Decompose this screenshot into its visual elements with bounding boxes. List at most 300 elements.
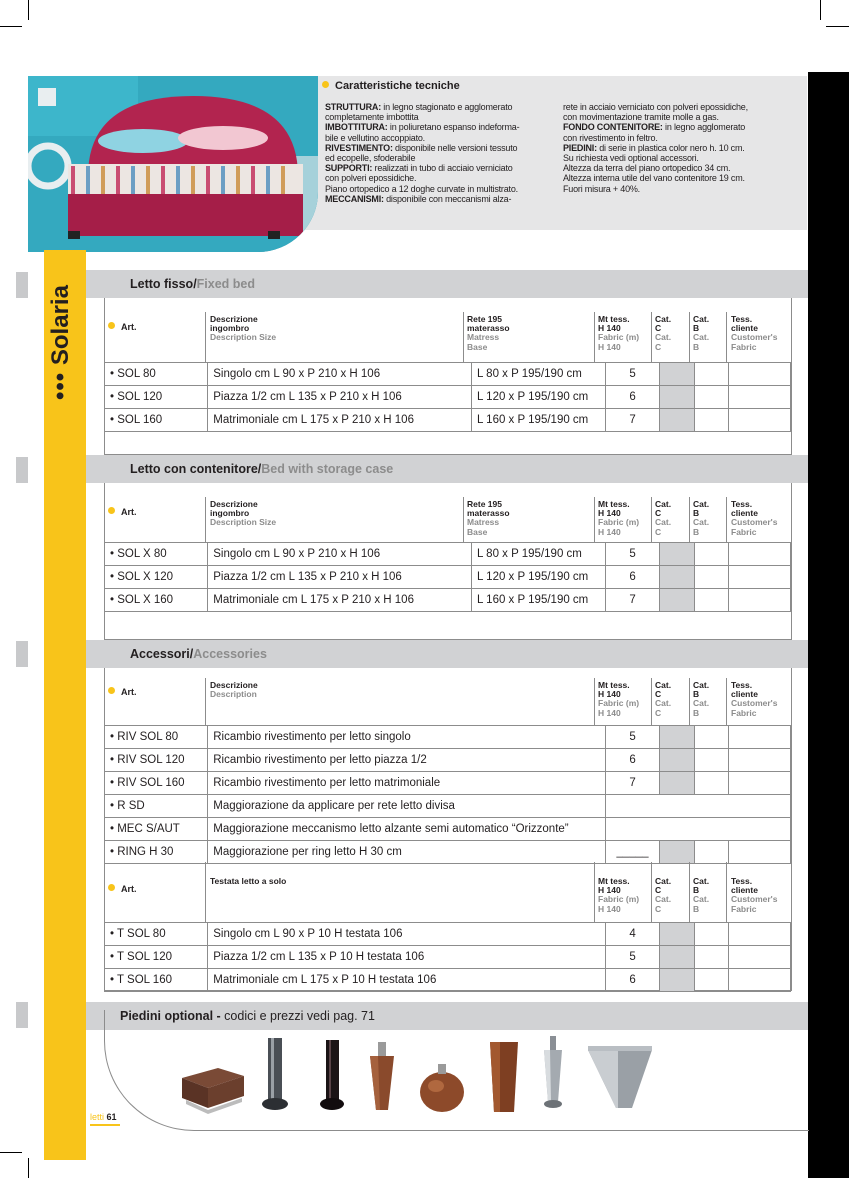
spec-line [563,102,801,112]
col-header-cat-b [693,315,709,352]
catb-label-2: B [693,885,700,896]
catb-label-en-2: B [693,707,700,718]
table-row [105,589,791,612]
col-divider [726,862,727,922]
table-cell: • SOL X 80 [105,543,208,566]
table-cell-empty [694,923,728,946]
mt-label-en: Fabric (m) [598,517,640,528]
col-divider [463,497,464,542]
spec-text: disponibile nelle versioni tessuto [392,142,518,153]
col-divider [726,678,727,725]
col-header-tess [731,500,777,537]
table-cell-empty [728,969,790,992]
col-divider [651,862,652,922]
crop-mark [826,26,849,27]
mt-label-2: H 140 [598,323,621,334]
table-cell: • SOL 80 [105,363,208,386]
table-cell: • SOL 160 [105,409,208,432]
table-row [105,946,791,969]
catb-label-en-2: B [693,526,700,537]
spec-text: ed ecopelle, sfoderabile [325,153,416,164]
bullet-icon [108,322,115,329]
table-cell: L 120 x P 195/190 cm [472,566,606,589]
spec-line [325,143,551,153]
table-cell-empty [660,749,695,772]
spec-label: MECCANISMI: [325,193,384,204]
desc-label-2: ingombro [210,323,250,334]
section-title-en: Fixed bed [196,277,256,291]
mt-label: Mt tess. [598,680,630,690]
table-row [105,386,791,409]
catb-label-2: B [693,508,700,519]
catc-label: Cat. [655,314,672,324]
spec-line [325,133,551,143]
table-cell: 6 [605,386,659,409]
col-header-cat-b [693,500,709,537]
mt-label-en-2: H 140 [598,526,621,537]
table-cell: • SOL X 160 [105,589,208,612]
catb-label-en: Cat. [693,894,710,905]
catb-label: Cat. [693,314,710,324]
section-title-en: Accessories [193,647,267,661]
catc-label-en: Cat. [655,332,672,343]
table-cell-empty [694,946,728,969]
table-cell: • T SOL 160 [105,969,208,992]
col-header-cat-b [693,681,709,718]
table-cell-empty [660,543,695,566]
catb-label-en: Cat. [693,698,710,709]
tess-label-en-2: Fabric [731,526,757,537]
col-header-tess [731,681,777,718]
table-cell: 7 [605,772,659,795]
spec-line [325,153,551,163]
table-cell [605,795,790,818]
accessories-table [104,725,791,864]
spec-label: STRUTTURA: [325,102,381,112]
spec-label: RIVESTIMENTO: [325,142,393,153]
art-label: Art. [121,884,137,894]
col-divider [594,497,595,542]
table-cell-empty [694,363,728,386]
section-title-storage-bed [130,462,393,476]
table-cell: 7 [605,409,659,432]
spec-text: in poliuretano espanso indeforma- [387,122,520,133]
catb-label-en-2: B [693,341,700,352]
table-cell-empty [660,841,695,864]
mt-label: Mt tess. [598,876,630,886]
table-cell-empty [728,409,790,432]
pyramid-foot-icon [588,1046,652,1108]
col-header-art [108,884,137,894]
spec-line [563,122,801,132]
table-cell: • RING H 30 [105,841,208,864]
col-header-mt [598,500,639,537]
table-cell-empty [694,589,728,612]
tess-label: Tess. [731,499,753,509]
tess-label-en-2: Fabric [731,903,757,914]
spec-text: Piano ortopedico a 12 doghe curvate in multistrato. [325,183,518,194]
section-title-accessories [130,647,267,661]
table-cell: _____ [605,841,659,864]
col-header-desc [210,315,276,343]
table-cell-empty [660,409,695,432]
bullet-icon [108,884,115,891]
catc-label-en-2: C [655,526,662,537]
crop-mark [28,1158,29,1178]
col-divider [205,312,206,362]
table-cell-empty [660,923,695,946]
rete-label-en: Matress [467,517,500,528]
spec-line [325,102,551,112]
art-label: Art. [121,687,137,697]
col-header-cat-c [655,681,671,718]
table-cell-empty [694,749,728,772]
rete-label-en-2: Base [467,341,488,352]
mt-label-en-2: H 140 [598,903,621,914]
table-cell-empty [660,589,695,612]
col-header-cat-c [655,315,671,352]
spec-line [325,112,551,122]
spec-line [325,194,551,204]
table-cell-empty [728,543,790,566]
tess-label-2: cliente [731,885,758,896]
col-divider [689,862,690,922]
bed-photo [28,76,318,252]
table-cell-empty [728,589,790,612]
spec-line [563,163,801,173]
table-cell: • RIV SOL 120 [105,749,208,772]
col-header-rete [467,315,510,352]
table-row [105,795,791,818]
table-cell: 6 [605,969,659,992]
desc-label: Descrizione [210,499,258,509]
square-wood-foot-icon [490,1042,518,1112]
page-section: letti [90,1112,105,1122]
art-label: Art. [121,322,137,332]
table-cell: Ricambio rivestimento per letto singolo [208,726,606,749]
spec-text: con rivestimento in feltro. [563,132,658,143]
mt-label-en: Fabric (m) [598,894,640,905]
table-cell-empty [694,726,728,749]
col-divider [463,312,464,362]
spec-label: SUPPORTI: [325,163,373,174]
catc-label-en-2: C [655,903,662,914]
catb-label-en: Cat. [693,517,710,528]
spec-text: con polveri epossidiche. [325,173,417,184]
page-number [90,1112,117,1122]
crop-mark [0,1152,22,1153]
catb-label: Cat. [693,499,710,509]
catb-label: Cat. [693,876,710,886]
feet-title-bold: Piedini optional - [120,1009,225,1023]
table-row [105,566,791,589]
spec-line [563,184,801,194]
table-cell: Ricambio rivestimento per letto matrimoniale [208,772,606,795]
col-divider [205,678,206,725]
desc-label-en: Description Size [210,517,277,528]
table-cell-empty [660,386,695,409]
col-header-tess [731,877,777,914]
spec-text: Su richiesta vedi optional accessori. [563,153,699,164]
collection-title [47,285,75,400]
spec-line [325,184,551,194]
spec-label: IMBOTTITURA: [325,122,388,133]
table-cell-empty [728,923,790,946]
col-header-cat-c [655,500,671,537]
mt-label: Mt tess. [598,314,630,324]
spec-line [563,173,801,183]
mt-label-en-2: H 140 [598,341,621,352]
col-header-tess [731,315,777,352]
table-cell: Ricambio rivestimento per letto piazza 1/2 [208,749,606,772]
mt-label-2: H 140 [598,508,621,519]
spec-text: realizzati in tubo di acciaio verniciato [372,163,513,174]
catc-label-en-2: C [655,707,662,718]
catc-label-en: Cat. [655,894,672,905]
catc-label-2: C [655,885,662,896]
tapered-wood-foot-icon [370,1042,394,1110]
table-cell: 5 [605,726,659,749]
page-edge-bar [808,72,849,1178]
table-cell: L 80 x P 195/190 cm [472,363,606,386]
table-cell-empty [728,386,790,409]
tess-label-2: cliente [731,689,758,700]
table-cell-empty [660,969,695,992]
spec-text: rete in acciaio verniciato con polveri epossidiche, [563,102,748,112]
table-cell-empty [728,772,790,795]
col-divider [726,312,727,362]
col-divider [689,678,690,725]
rete-label: Rete 195 [467,314,502,324]
table-row [105,749,791,772]
table-cell-empty [728,726,790,749]
spec-text: in legno stagionato e agglomerato [381,102,513,112]
page-number-underline [90,1124,120,1126]
mt-label-en: Fabric (m) [598,698,640,709]
table-cell-empty [728,946,790,969]
bullet-icon [108,687,115,694]
tess-label-en: Customer's [731,332,778,343]
col-divider [726,497,727,542]
table-cell: 6 [605,749,659,772]
tess-label-en-2: Fabric [731,707,757,718]
specs-column-2 [563,102,801,194]
table-cell: 5 [605,543,659,566]
col-header-mt [598,681,639,718]
crop-mark [0,26,22,27]
col-header-art [108,322,137,332]
table-row [105,969,791,992]
table-row [105,409,791,432]
table-cell: 5 [605,946,659,969]
table-cell-empty [694,969,728,992]
side-tab [16,272,28,298]
specs-title [322,80,460,92]
desc-label: Descrizione [210,680,258,690]
table-cell: Singolo cm L 90 x P 210 x H 106 [208,543,472,566]
rete-label: Rete 195 [467,499,502,509]
catc-label: Cat. [655,876,672,886]
table-cell-empty [694,841,728,864]
bun-foot-icon [420,1064,464,1112]
table-row [105,543,791,566]
mt-label-2: H 140 [598,689,621,700]
col-header-testata [210,877,286,886]
desc-label: Descrizione [210,314,258,324]
col-divider [689,312,690,362]
crop-mark [28,0,29,20]
table-cell: Matrimoniale cm L 175 x P 210 x H 106 [208,409,472,432]
fixed-bed-table [104,362,791,432]
table-cell: • RIV SOL 80 [105,726,208,749]
tess-label-2: cliente [731,508,758,519]
table-cell-empty [694,772,728,795]
rete-label-en-2: Base [467,526,488,537]
testata-label: Testata letto a solo [210,876,287,886]
table-cell: 6 [605,566,659,589]
col-divider [651,678,652,725]
table-cell: L 120 x P 195/190 cm [472,386,606,409]
spec-text: Altezza da terra del piano ortopedico 34 cm. [563,163,731,174]
spec-text: in legno agglomerato [662,122,746,133]
side-tab [16,457,28,483]
col-divider [594,312,595,362]
table-row [105,818,791,841]
section-title-fixed-bed [130,277,255,291]
catb-label-en: Cat. [693,332,710,343]
section-title-en: Bed with storage case [261,462,394,476]
col-header-mt [598,315,639,352]
table-cell: • T SOL 80 [105,923,208,946]
rete-label-2: materasso [467,323,510,334]
table-cell: • MEC S/AUT [105,818,208,841]
bullet-icon [322,81,329,88]
table-row [105,841,791,864]
catb-label-2: B [693,689,700,700]
feet-note: codici e prezzi vedi pag. 71 [224,1009,375,1023]
mt-label: Mt tess. [598,499,630,509]
table-cell: Matrimoniale cm L 175 x P 10 H testata 106 [208,969,606,992]
chrome-foot-icon [544,1036,562,1108]
table-cell: Piazza 1/2 cm L 135 x P 210 x H 106 [208,386,472,409]
table-cell-empty [694,409,728,432]
mt-label-en: Fabric (m) [598,332,640,343]
table-cell: • T SOL 120 [105,946,208,969]
table-cell: L 160 x P 195/190 cm [472,409,606,432]
table-cell-empty [728,749,790,772]
table-cell [605,818,790,841]
col-divider [689,497,690,542]
block-foot-icon [182,1068,244,1114]
desc-label-en: Description Size [210,332,277,343]
col-header-rete [467,500,510,537]
feet-gallery [178,1036,658,1118]
spec-line [563,143,801,153]
col-header-art [108,687,137,697]
rete-label-2: materasso [467,508,510,519]
storage-bed-table [104,542,791,612]
catc-label-2: C [655,689,662,700]
spec-text: bile e vellutino accoppiato. [325,132,425,143]
table-cell: L 160 x P 195/190 cm [472,589,606,612]
black-foot-icon [320,1040,344,1110]
spec-label: PIEDINI: [563,142,597,153]
table-row [105,363,791,386]
table-cell-empty [660,946,695,969]
col-header-mt [598,877,639,914]
specs-column-1 [325,102,551,204]
tess-label: Tess. [731,314,753,324]
table-cell: • RIV SOL 160 [105,772,208,795]
catc-label: Cat. [655,499,672,509]
tess-label-2: cliente [731,323,758,334]
table-row [105,923,791,946]
table-row [105,726,791,749]
catc-label-en-2: C [655,341,662,352]
col-divider [594,678,595,725]
spec-line [325,173,551,183]
col-divider [594,862,595,922]
specs-title-text: Caratteristiche tecniche [335,80,460,92]
table-cell-empty [694,543,728,566]
table-row [105,772,791,795]
table-cell-empty [660,566,695,589]
table-cell: • SOL 120 [105,386,208,409]
col-header-cat-b [693,877,709,914]
table-cell: 7 [605,589,659,612]
table-cell: Maggiorazione da applicare per rete letto divisa [208,795,606,818]
crop-mark [820,0,821,20]
spec-line [325,122,551,132]
spec-label: FONDO CONTENITORE: [563,122,663,133]
art-label: Art. [121,507,137,517]
catc-label-en: Cat. [655,698,672,709]
title-name: Solaria [47,285,74,366]
table-cell: • R SD [105,795,208,818]
catb-label: Cat. [693,680,710,690]
table-cell-empty [728,566,790,589]
side-tab [16,641,28,667]
table-cell: Piazza 1/2 cm L 135 x P 10 H testata 106 [208,946,606,969]
section-title-it: Letto con contenitore/ [130,462,262,476]
col-divider [651,312,652,362]
mt-label-en-2: H 140 [598,707,621,718]
bullet-icon [108,507,115,514]
table-cell: Maggiorazione per ring letto H 30 cm [208,841,606,864]
cylinder-foot-icon [262,1038,288,1110]
table-cell-empty [728,841,790,864]
col-divider [205,862,206,922]
table-cell: Singolo cm L 90 x P 10 H testata 106 [208,923,606,946]
catc-label: Cat. [655,680,672,690]
spec-text: di serie in plastica color nero h. 10 cm. [596,142,745,153]
table-cell-empty [660,772,695,795]
catc-label-en: Cat. [655,517,672,528]
mt-label-2: H 140 [598,885,621,896]
section-title-it: Letto fisso/ [130,277,197,291]
title-dots: ••• [47,371,74,400]
col-header-desc [210,500,276,528]
spec-text: con movimentazione tramite molle a gas. [563,112,719,123]
table-cell-empty [728,363,790,386]
side-tab [16,1002,28,1028]
spec-text: completamente imbottita [325,112,419,123]
table-cell: Maggiorazione meccanismo letto alzante semi automatico “Orizzonte” [208,818,606,841]
tess-label-en: Customer's [731,517,778,528]
table-cell: Matrimoniale cm L 175 x P 210 x H 106 [208,589,472,612]
tess-label: Tess. [731,876,753,886]
col-divider [651,497,652,542]
